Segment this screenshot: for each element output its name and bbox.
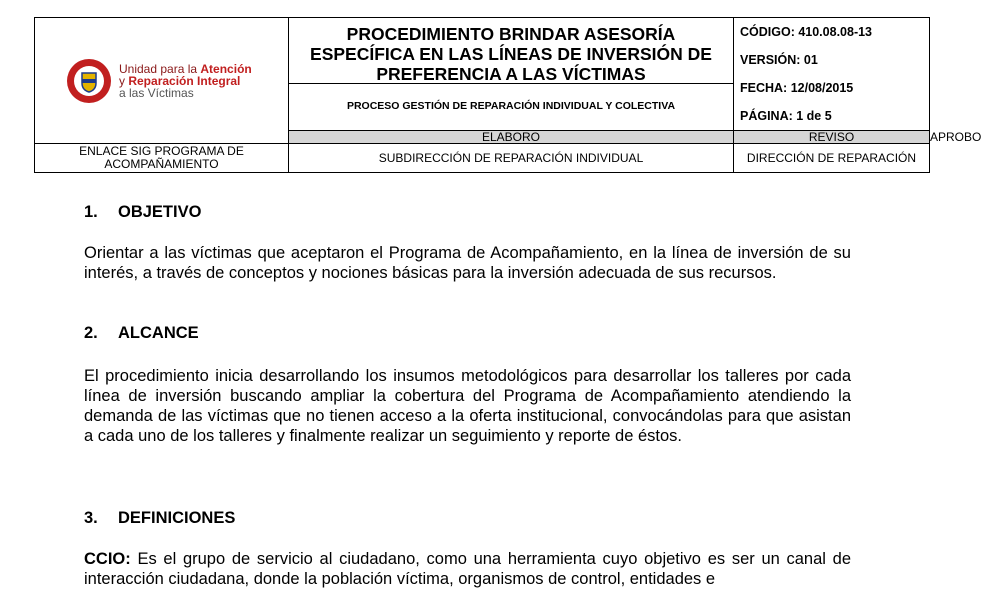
title-cell <box>289 18 734 131</box>
codigo-label: CÓDIGO: 410.08.08-13 <box>740 25 873 39</box>
objetivo-text: Orientar a las víctimas que aceptaron el Programa de Acompañamiento, en la línea de inversión de su interés, a través de conceptos y nociones básicas para la inversión adecuada de sus recursos. <box>84 244 851 282</box>
reviso-header: REVISO <box>734 131 930 144</box>
elaboro-header: ELABORO <box>289 131 734 144</box>
definiciones-text: CCIO: Es el grupo de servicio al ciudadano, como una herramienta cuyo objetivo es ser un canal de interacción ciudadana, donde la población víctima, organismos de control, entidades e <box>84 550 851 588</box>
document-title: PROCEDIMIENTO BRINDAR ASESORÍA ESPECÍFICA EN LAS LÍNEAS DE INVERSIÓN DE PREFERENCIA A LAS VÍCTIMAS <box>310 23 712 84</box>
document-header: Unidad para la Atención y Reparación Integral a las Víctimas PROCEDIMIENTO BRINDAR ASESORÍA ESPECÍFICA EN LAS LÍNEAS DE INVERSIÓN DE PREFERENCIA A LAS VÍCTIMAS PROCESO GESTIÓN DE REPARACIÓN INDIVIDUAL Y COLECTIVA CÓDIGO: 410.08.08-13 VERSIÓN: 01 FECHA: 12/08/2015 PÁGINA: 1 de 5 ELABORO REVISO APROBO ENLACE SIG PROGRAMA DE ACOMPAÑAMIENTO SUBDIRECCIÓN DE REPARACIÓN INDIVIDUAL DIRECCIÓN DE REPARACIÓN <box>34 17 930 173</box>
pagina-label: PÁGINA: 1 de 5 <box>740 109 832 123</box>
section-heading-alcance: 2. ALCANCE <box>84 324 199 342</box>
coat-of-arms-icon <box>65 57 113 105</box>
aprobo-value: DIRECCIÓN DE REPARACIÓN <box>734 144 930 173</box>
section-heading-objetivo: 1. OBJETIVO <box>84 203 202 221</box>
reviso-value: SUBDIRECCIÓN DE REPARACIÓN INDIVIDUAL <box>289 144 734 173</box>
elaboro-value: ENLACE SIG PROGRAMA DE ACOMPAÑAMIENTO <box>35 144 289 173</box>
organization-name: Unidad para la Atención y Reparación Integral a las Víctimas <box>119 61 252 100</box>
version-label: VERSIÓN: 01 <box>740 53 818 67</box>
ccio-term: CCIO: <box>84 550 131 568</box>
process-name: PROCESO GESTIÓN DE REPARACIÓN INDIVIDUAL Y COLECTIVA <box>289 83 733 129</box>
organization-logo <box>35 57 288 105</box>
section-heading-definiciones: 3. DEFINICIONES <box>84 509 236 527</box>
logo-cell <box>35 18 289 144</box>
alcance-text: El procedimiento inicia desarrollando los insumos metodológicos para desarrollar los talleres por cada línea de inversión buscando ampliar la cobertura del Programa de Acompañamiento atendiendo la demanda de las víctimas que no tienen acceso a la oferta institucional, convocándolas para que asistan a cada uno de los talleres y finalmente realizar un seguimiento y reporte de éstos. <box>84 367 851 445</box>
fecha-label: FECHA: 12/08/2015 <box>740 81 854 95</box>
meta-cell <box>734 18 930 131</box>
